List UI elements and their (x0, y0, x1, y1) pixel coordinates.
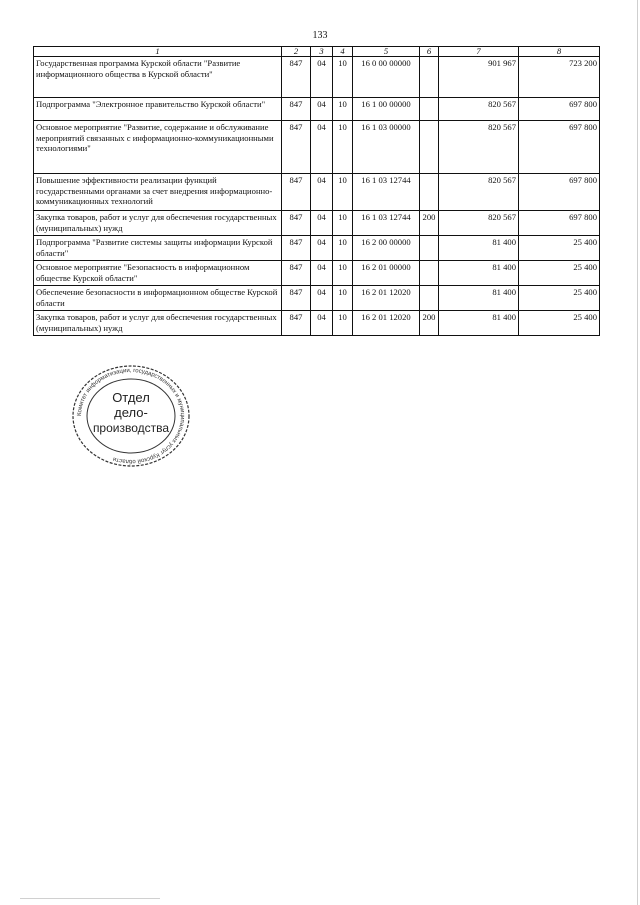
cell-target-article: 16 1 03 00000 (353, 121, 420, 174)
cell-name: Закупка товаров, работ и услуг для обеспечения государственных (муниципальных) нужд (34, 311, 282, 336)
cell-expense-type (420, 98, 439, 121)
cell-name: Закупка товаров, работ и услуг для обеспечения государственных (муниципальных) нужд (34, 211, 282, 236)
cell-amount-1: 820 567 (439, 174, 519, 211)
cell-section: 04 (311, 57, 333, 98)
cell-subsection: 10 (333, 57, 353, 98)
cell-section: 04 (311, 261, 333, 286)
cell-subsection: 10 (333, 211, 353, 236)
page-number: 133 (312, 30, 328, 41)
stamp-line-2: дело- (114, 405, 148, 420)
cell-amount-1: 81 400 (439, 236, 519, 261)
cell-amount-1: 81 400 (439, 261, 519, 286)
cell-amount-1: 81 400 (439, 311, 519, 336)
cell-amount-2: 25 400 (519, 261, 600, 286)
header-col-8: 8 (519, 47, 600, 57)
cell-subsection: 10 (333, 174, 353, 211)
cell-admin-code: 847 (282, 98, 311, 121)
cell-section: 04 (311, 98, 333, 121)
cell-section: 04 (311, 286, 333, 311)
cell-amount-2: 697 800 (519, 98, 600, 121)
cell-subsection: 10 (333, 121, 353, 174)
cell-expense-type (420, 261, 439, 286)
cell-amount-1: 81 400 (439, 286, 519, 311)
cell-amount-1: 820 567 (439, 211, 519, 236)
cell-target-article: 16 1 00 00000 (353, 98, 420, 121)
table-row (34, 121, 600, 174)
header-col-6: 6 (420, 47, 439, 57)
cell-amount-1: 901 967 (439, 57, 519, 98)
cell-target-article: 16 2 00 00000 (353, 236, 420, 261)
cell-expense-type (420, 236, 439, 261)
scan-edge-right (637, 0, 638, 905)
cell-target-article: 16 2 01 12020 (353, 311, 420, 336)
cell-admin-code: 847 (282, 57, 311, 98)
cell-expense-type (420, 174, 439, 211)
cell-amount-2: 723 200 (519, 57, 600, 98)
stamp-line-1: Отдел (112, 390, 150, 405)
cell-name: Подпрограмма "Электронное правительство Курской области" (34, 98, 282, 121)
table-row (34, 57, 600, 98)
table-row (34, 174, 600, 211)
scan-edge-bottom (20, 898, 160, 899)
cell-amount-2: 697 800 (519, 121, 600, 174)
cell-amount-1: 820 567 (439, 98, 519, 121)
cell-section: 04 (311, 311, 333, 336)
cell-target-article: 16 1 03 12744 (353, 211, 420, 236)
table-row (34, 98, 600, 121)
cell-name: Основное мероприятие "Безопасность в информационном обществе Курской области" (34, 261, 282, 286)
cell-target-article: 16 2 01 00000 (353, 261, 420, 286)
table-row (34, 261, 600, 286)
cell-section: 04 (311, 236, 333, 261)
cell-admin-code: 847 (282, 174, 311, 211)
cell-admin-code: 847 (282, 211, 311, 236)
cell-expense-type: 200 (420, 311, 439, 336)
cell-amount-2: 697 800 (519, 174, 600, 211)
table-row (34, 286, 600, 311)
stamp-line-3: производства (92, 421, 170, 435)
cell-admin-code: 847 (282, 236, 311, 261)
cell-subsection: 10 (333, 98, 353, 121)
cell-target-article: 16 1 03 12744 (353, 174, 420, 211)
cell-name: Подпрограмма "Развитие системы защиты информации Курской области" (34, 236, 282, 261)
cell-admin-code: 847 (282, 311, 311, 336)
table-row (34, 211, 600, 236)
header-col-3: 3 (311, 47, 333, 57)
cell-name: Обеспечение безопасности в информационном обществе Курской области (34, 286, 282, 311)
header-col-2: 2 (282, 47, 311, 57)
cell-name: Государственная программа Курской области "Развитие информационного общества в Курской области" (34, 57, 282, 98)
cell-name: Основное мероприятие "Развитие, содержание и обслуживание мероприятий связанных с информационно-коммуникационными технологиями" (34, 121, 282, 174)
cell-subsection: 10 (333, 286, 353, 311)
cell-amount-2: 697 800 (519, 211, 600, 236)
cell-amount-2: 25 400 (519, 311, 600, 336)
cell-amount-1: 820 567 (439, 121, 519, 174)
header-col-1: 1 (34, 47, 282, 57)
cell-admin-code: 847 (282, 121, 311, 174)
cell-admin-code: 847 (282, 261, 311, 286)
stamp-ring-text: Комитет информатизации, государственных и муниципальных услуг Курской области (76, 367, 186, 465)
cell-expense-type (420, 286, 439, 311)
cell-amount-2: 25 400 (519, 286, 600, 311)
header-col-4: 4 (333, 47, 353, 57)
cell-name: Повышение эффективности реализации функций государственными органами за счет внедрения информационно-коммуникационных технологий (34, 174, 282, 211)
cell-subsection: 10 (333, 261, 353, 286)
table-row (34, 236, 600, 261)
cell-section: 04 (311, 211, 333, 236)
cell-subsection: 10 (333, 311, 353, 336)
header-col-7: 7 (439, 47, 519, 57)
table-header-row (34, 47, 600, 57)
cell-section: 04 (311, 174, 333, 211)
cell-amount-2: 25 400 (519, 236, 600, 261)
cell-section: 04 (311, 121, 333, 174)
cell-admin-code: 847 (282, 286, 311, 311)
department-stamp (64, 360, 198, 470)
cell-expense-type: 200 (420, 211, 439, 236)
table-row (34, 311, 600, 336)
cell-expense-type (420, 57, 439, 98)
cell-subsection: 10 (333, 236, 353, 261)
cell-target-article: 16 2 01 12020 (353, 286, 420, 311)
budget-table (33, 46, 600, 336)
cell-target-article: 16 0 00 00000 (353, 57, 420, 98)
table-body (34, 57, 600, 336)
header-col-5: 5 (353, 47, 420, 57)
cell-expense-type (420, 121, 439, 174)
